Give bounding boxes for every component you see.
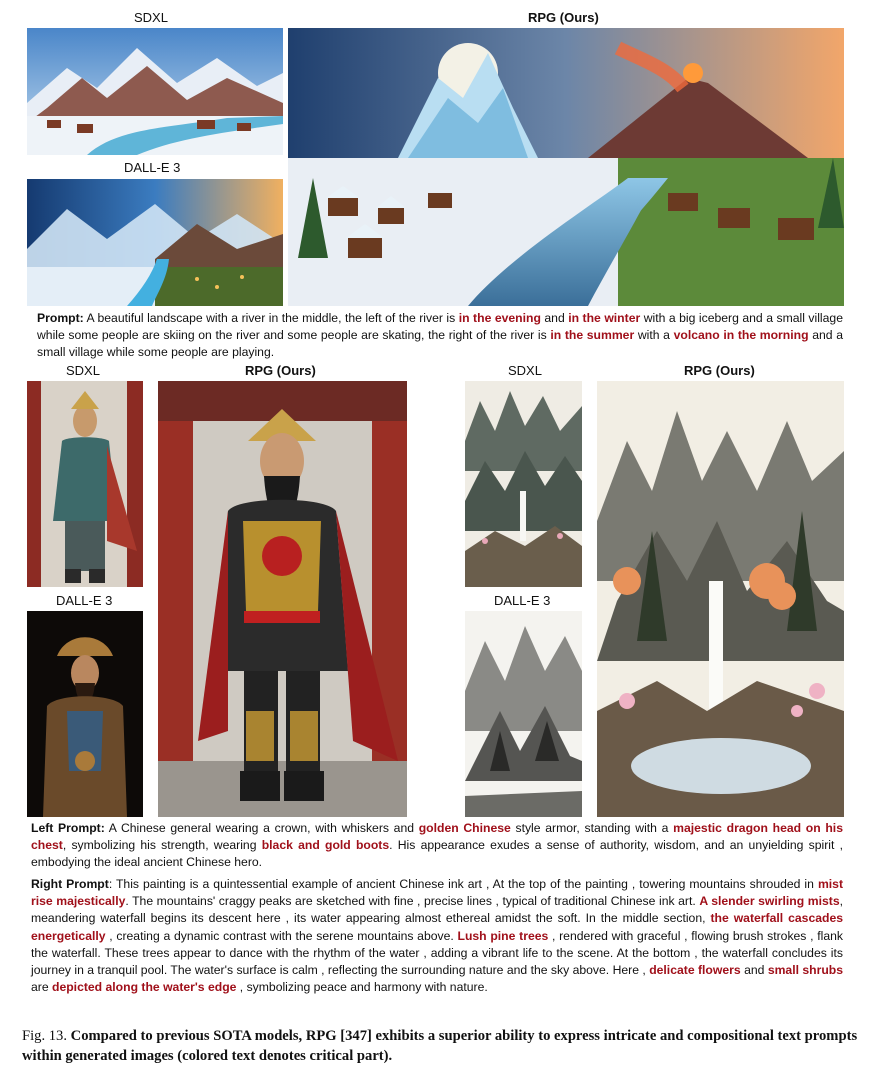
label-dalle-left: DALL-E 3 — [56, 593, 113, 608]
prompt-top-key: Prompt: — [37, 311, 84, 325]
prompt-text: , rendered with graceful , flowing brush strokes , flank the waterfall. These trees appear to dance with the rhythm of the water , adding a vibrant life to the scene. At the bottom , the waterfall concludes its journey in a tranquil pool. The water's surface is calm , reflecting the surrounding nature and the sky above. Here , — [31, 928, 843, 978]
label-dalle-right: DALL-E 3 — [494, 593, 551, 608]
prompt-left — [31, 820, 843, 872]
prompt-text: style armor, standing with a — [510, 821, 674, 835]
prompt-text: and — [540, 311, 569, 325]
label-rpg-top: RPG (Ours) — [528, 10, 599, 25]
image-dalle-landscape — [27, 179, 283, 306]
prompt-highlight: in the winter — [568, 311, 641, 325]
prompt-highlight: in the evening — [458, 311, 541, 325]
prompt-highlight: black and gold boots — [261, 838, 390, 853]
prompt-highlight: Lush pine trees — [457, 928, 549, 943]
image-dalle-ink — [465, 611, 582, 817]
label-sdxl-right: SDXL — [508, 363, 542, 378]
prompt-left-key: Left Prompt: — [31, 821, 105, 835]
prompt-highlight: small shrubs — [767, 963, 844, 978]
prompt-text: and — [740, 963, 768, 978]
prompt-text: : This painting is a quintessential example of ancient Chinese ink art , At the top of the painting , towering mountains shrouded in — [108, 877, 818, 891]
figure-number: Fig. 13. — [22, 1028, 68, 1044]
prompt-text: with a — [634, 328, 674, 343]
label-dalle-top: DALL-E 3 — [124, 160, 181, 175]
label-sdxl-left: SDXL — [66, 363, 100, 378]
prompt-text: , symbolizing his strength, wearing — [62, 838, 262, 853]
prompt-text: , meandering waterfall begins its descent here , its water appearing almost ethereal amidst the soft. In the middle section, — [31, 894, 843, 926]
image-dalle-general — [27, 611, 143, 817]
prompt-top — [37, 310, 843, 362]
prompt-right-key: Right Prompt — [31, 877, 109, 891]
image-rpg-landscape — [288, 28, 844, 306]
label-rpg-right: RPG (Ours) — [684, 363, 755, 378]
image-rpg-ink — [597, 381, 844, 817]
prompt-text: . His appearance exudes a sense of authority, wisdom, and an unyielding spirit , embodying the ideal ancient Chinese hero. — [31, 838, 844, 870]
prompt-text: and a small village while some people are playing. — [37, 328, 843, 360]
prompt-text: A beautiful landscape with a river in the middle, the left of the river is — [83, 311, 459, 325]
image-sdxl-ink — [465, 381, 582, 587]
prompt-highlight: depicted along the water's edge — [52, 980, 237, 995]
label-sdxl-top: SDXL — [134, 10, 168, 25]
prompt-highlight: in the summer — [550, 328, 635, 343]
prompt-highlight: golden Chinese — [418, 821, 511, 835]
prompt-highlight: delicate flowers — [649, 963, 741, 978]
image-rpg-general — [158, 381, 407, 817]
prompt-text: are — [31, 980, 53, 995]
figure-caption — [22, 1026, 862, 1066]
prompt-text: . The mountains' craggy peaks are sketched with fine , precise lines , typical of traditional Chinese ink art. — [125, 894, 700, 909]
prompt-text: , creating a dynamic contrast with the serene mountains above. — [105, 928, 458, 943]
prompt-highlight: mist rise majestically — [31, 877, 843, 909]
label-rpg-left: RPG (Ours) — [245, 363, 316, 378]
prompt-right — [31, 876, 843, 996]
image-sdxl-general — [27, 381, 143, 587]
image-sdxl-landscape — [27, 28, 283, 155]
prompt-highlight: the waterfall cascades energetically — [31, 911, 843, 943]
figure-caption-text: Compared to previous SOTA models, RPG [347] exhibits a superior ability to express intricate and compositional text prompts within generated images (colored text denotes critical part). — [22, 1028, 858, 1064]
prompt-text: A Chinese general wearing a crown, with whiskers and — [104, 821, 419, 835]
prompt-text: with a big iceberg and a small village while some people are skiing on the river and some people are skating, the right of the river is — [37, 311, 843, 343]
prompt-highlight: A slender swirling mists — [699, 894, 840, 909]
prompt-highlight: majestic dragon head on his chest — [31, 821, 843, 853]
prompt-text: , symbolizing peace and harmony with nature. — [236, 980, 488, 995]
prompt-highlight: volcano in the morning — [673, 328, 809, 343]
